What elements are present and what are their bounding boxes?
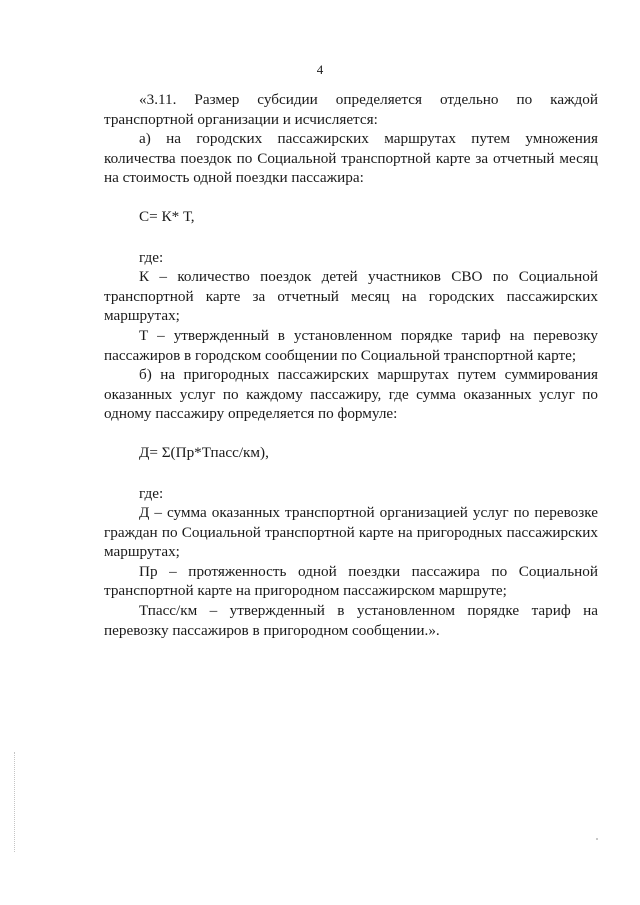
paragraph-intro: «3.11. Размер субсидии определяется отдельно по каждой транспортной организации и исчисляется: <box>104 91 598 128</box>
formula-c: С= К* Т, <box>139 207 195 225</box>
definition-d: Д – сумма оказанных транспортной организацией услуг по перевозке граждан по Социальной транспортной карте на пригородных пассажирских маршрутах; <box>104 504 598 561</box>
formula-d: Д= Σ(Пр*Тпасс/км), <box>139 443 269 461</box>
definition-k: К – количество поездок детей участников СВО по Социальной транспортной карте за отчетный месяц на городских пассажирских маршрутах; <box>104 268 598 325</box>
definition-tpass: Тпасс/км – утвержденный в установленном порядке тариф на перевозку пассажиров в пригородном сообщении.». <box>104 602 598 639</box>
definition-t: Т – утвержденный в установленном порядке тариф на перевозку пассажиров в городском сообщении по Социальной транспортной карте; <box>104 326 598 364</box>
paragraph-item-b: б) на пригородных пассажирских маршрутах путем суммирования оказанных услуг по каждому пассажиру, где сумма оказанных услуг по одному пассажиру определяется по формуле: <box>104 366 598 423</box>
scan-margin-marks <box>14 752 17 852</box>
paragraph-item-a: а) на городских пассажирских маршрутах путем умножения количества поездок по Социальной транспортной карте за отчетный месяц на стоимость одной поездки пассажира: <box>104 130 598 187</box>
scan-speck <box>596 838 598 840</box>
document-body <box>104 90 598 640</box>
where-label-1: где: <box>139 248 164 266</box>
page-number: 4 <box>316 62 324 77</box>
where-label-2: где: <box>139 484 164 502</box>
definition-pr: Пр – протяженность одной поездки пассажира по Социальной транспортной карте на пригородном пассажирском маршруте; <box>104 562 598 600</box>
